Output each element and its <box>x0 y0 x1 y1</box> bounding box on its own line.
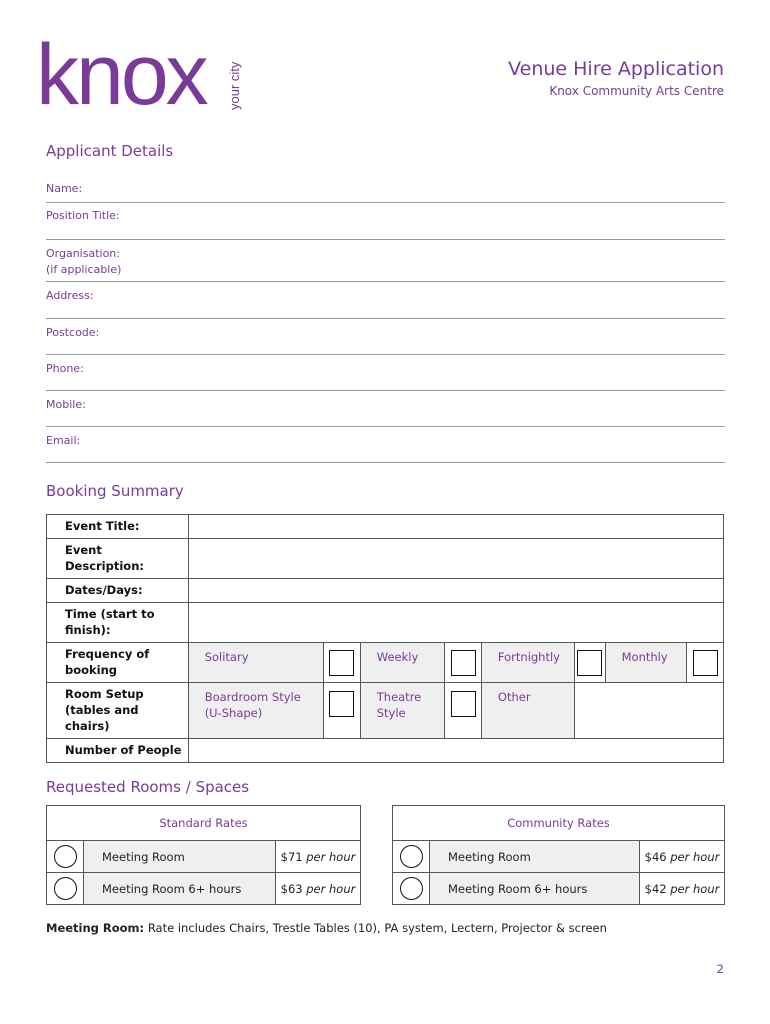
postcode-field[interactable] <box>46 325 725 355</box>
note-text: Rate includes Chairs, Trestle Tables (10), PA system, Lectern, Projector & screen <box>147 921 607 935</box>
event-title-label: Event Title: <box>47 515 189 539</box>
setup-option-other: Other <box>481 683 574 739</box>
frequency-label: Frequency of booking <box>47 643 189 683</box>
email-field[interactable] <box>46 433 725 463</box>
setup-option-boardroom: Boardroom Style (U-Shape) <box>188 683 323 739</box>
people-label: Number of People <box>47 739 189 763</box>
dates-input[interactable] <box>188 579 723 603</box>
address-label: Address: <box>46 289 94 302</box>
event-description-label: Event Description: <box>47 539 189 579</box>
community-meeting-room-radio[interactable] <box>393 841 430 873</box>
position-field[interactable] <box>46 208 725 240</box>
booking-table <box>46 514 724 763</box>
page-title: Venue Hire Application <box>508 58 724 80</box>
meeting-room-note <box>46 921 607 935</box>
community-room-6h-price: $42 per hour <box>640 873 725 905</box>
community-room-name: Meeting Room <box>430 841 640 873</box>
frequency-option-solitary: Solitary <box>188 643 323 683</box>
phone-label: Phone: <box>46 362 84 375</box>
community-rates-table <box>392 805 725 905</box>
weekly-checkbox[interactable] <box>445 643 482 683</box>
email-label: Email: <box>46 434 81 447</box>
standard-meeting-room-6h-radio[interactable] <box>47 873 84 905</box>
boardroom-checkbox[interactable] <box>324 683 361 739</box>
time-label: Time (start to finish): <box>47 603 189 643</box>
page-subtitle: Knox Community Arts Centre <box>549 84 724 98</box>
standard-rates-heading: Standard Rates <box>47 806 361 841</box>
standard-room-name: Meeting Room <box>84 841 276 873</box>
frequency-option-weekly: Weekly <box>360 643 445 683</box>
event-description-input[interactable] <box>188 539 723 579</box>
solitary-checkbox[interactable] <box>324 643 361 683</box>
frequency-option-monthly: Monthly <box>605 643 687 683</box>
standard-room-6h-name: Meeting Room 6+ hours <box>84 873 276 905</box>
frequency-option-fortnightly: Fortnightly <box>481 643 574 683</box>
community-room-6h-name: Meeting Room 6+ hours <box>430 873 640 905</box>
monthly-checkbox[interactable] <box>687 643 724 683</box>
theatre-checkbox[interactable] <box>445 683 482 739</box>
name-field[interactable] <box>46 181 725 203</box>
standard-room-6h-price: $63 per hour <box>276 873 361 905</box>
postcode-label: Postcode: <box>46 326 100 339</box>
community-meeting-room-6h-radio[interactable] <box>393 873 430 905</box>
fortnightly-checkbox[interactable] <box>574 643 605 683</box>
note-label: Meeting Room: <box>46 921 145 935</box>
organisation-field[interactable] <box>46 246 725 282</box>
knox-logo <box>36 40 246 116</box>
logo-wordmark: knox <box>36 40 206 112</box>
position-label: Position Title: <box>46 209 120 222</box>
phone-field[interactable] <box>46 361 725 391</box>
page-number: 2 <box>716 962 724 976</box>
event-title-input[interactable] <box>188 515 723 539</box>
people-input[interactable] <box>188 739 723 763</box>
booking-section-title: Booking Summary <box>46 482 184 500</box>
dates-label: Dates/Days: <box>47 579 189 603</box>
setup-option-theatre: Theatre Style <box>360 683 445 739</box>
organisation-label: Organisation: <box>46 247 120 260</box>
community-rates-heading: Community Rates <box>393 806 725 841</box>
community-room-price: $46 per hour <box>640 841 725 873</box>
time-input[interactable] <box>188 603 723 643</box>
mobile-label: Mobile: <box>46 398 86 411</box>
rooms-section-title: Requested Rooms / Spaces <box>46 778 250 796</box>
standard-room-price: $71 per hour <box>276 841 361 873</box>
organisation-note: (if applicable) <box>46 263 122 276</box>
address-field[interactable] <box>46 288 725 319</box>
room-setup-label: Room Setup (tables and chairs) <box>47 683 189 739</box>
name-label: Name: <box>46 182 83 195</box>
logo-tagline: your city <box>227 61 242 110</box>
header <box>508 58 724 98</box>
mobile-field[interactable] <box>46 397 725 427</box>
applicant-section-title: Applicant Details <box>46 142 174 160</box>
standard-meeting-room-radio[interactable] <box>47 841 84 873</box>
standard-rates-table <box>46 805 361 905</box>
other-setup-input[interactable] <box>574 683 723 739</box>
